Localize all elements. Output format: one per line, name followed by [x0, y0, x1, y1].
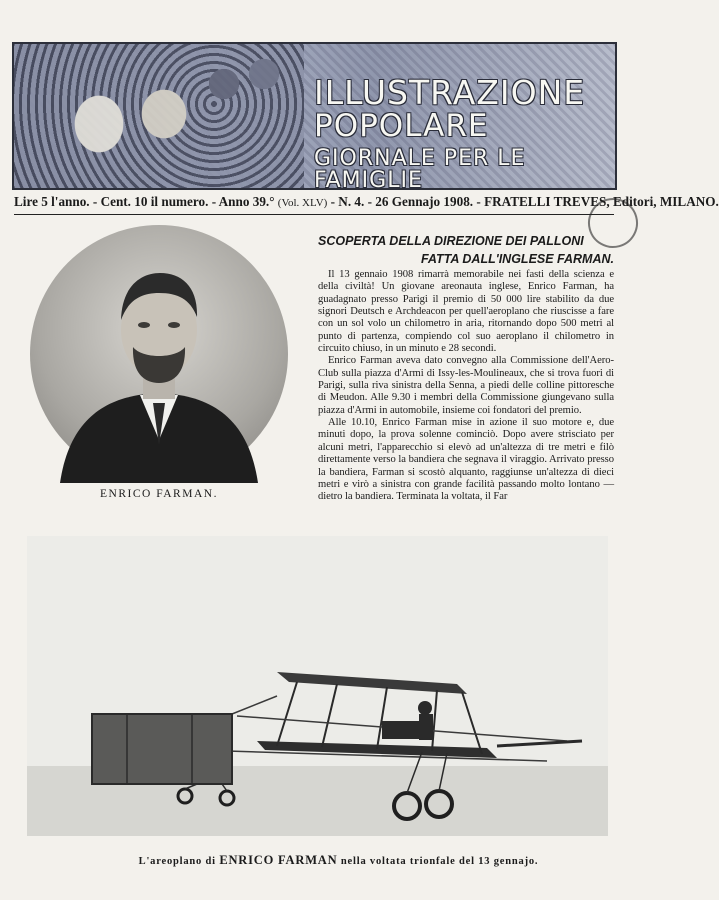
volume-number: (Vol. XLV) [277, 197, 328, 209]
aeroplane-caption [0, 853, 677, 868]
aeroplane-photo [27, 536, 608, 836]
issue-info-line [14, 194, 719, 215]
issue-date-publisher: - N. 4. - 26 Gennajo 1908. - FRATELLI TREVES, Editori, MILANO. [330, 194, 719, 209]
portrait-figure [30, 225, 288, 483]
article-body [318, 269, 614, 504]
portrait-photo [30, 225, 288, 483]
masthead-title [314, 73, 614, 193]
masthead-line-1: ILLUSTRAZIONE [314, 73, 586, 112]
masthead-line-3: GIORNALE PER LE FAMIGLIE [314, 146, 526, 193]
article-paragraph-2: Enrico Farman aveva dato convegno alla Commissione dell'Aero-Club sulla piazza d'Armi di Issy-les-Moulineaux, che si trova fuori di Parigi, sulla riva sinistra della Senna, a piedi delle colline pittoresche di Meudon. Alle 9.30 i membri della Commissione giungevano sulla piazza d'Armi in automobile, insieme coi fondatori del premio. [318, 355, 614, 416]
article-headline [318, 232, 614, 268]
masthead-art-nouveau-illustration [14, 44, 304, 188]
caption-suffix: nella voltata trionfale del 13 gennajo. [340, 856, 539, 867]
masthead [12, 42, 617, 193]
article-paragraph-3: Alle 10.10, Enrico Farman mise in azione il suo motore e, due minuti dopo, la prova solenne cominciò. Dopo avere strisciato per alcuni metri, l'apparecchio si elevò ad un'altezza di tre metri e filò direttamente verso la bandiera che segnava il viraggio. Arrivato presso la bandiera, Farman si scostò alquanto, raggiunse un'altezza di dieci metri e virò a sinistra con grande facilità passando molto lontano — dietro la bandiera. Terminata la voltata, il Far [318, 417, 614, 503]
caption-name: ENRICO FARMAN [219, 853, 338, 867]
caption-prefix: L'areoplano di [138, 856, 216, 867]
farman-biplane-illustration [27, 536, 608, 836]
article-paragraph-1: Il 13 gennaio 1908 rimarrà memorabile nei fasti della scienza e della civiltà! Un giovane areonauta inglese, Enrico Farman, ha guadagnato presso Parigi il premio di 50 000 lire stabilito da due signori Deutsch e Archdeacon per quell'aeroplano che riuscisse a fare con un sol volo un chilometro in aria, ritornando dopo 500 metri al punto di partenza, compiendo col suo aeroplano il chilometro in circuito chiuso, in un minuto e 28 secondi. [318, 269, 614, 355]
headline-line-2: FATTA DALL'INGLESE FARMAN. [420, 252, 614, 266]
price-and-year: Lire 5 l'anno. - Cent. 10 il numero. - Anno 39.° [14, 194, 275, 209]
portrait-caption: ENRICO FARMAN. [100, 488, 218, 500]
headline-line-1: SCOPERTA DELLA DIREZIONE DEI PALLONI [318, 234, 584, 248]
masthead-line-2: POPOLARE [314, 108, 489, 144]
